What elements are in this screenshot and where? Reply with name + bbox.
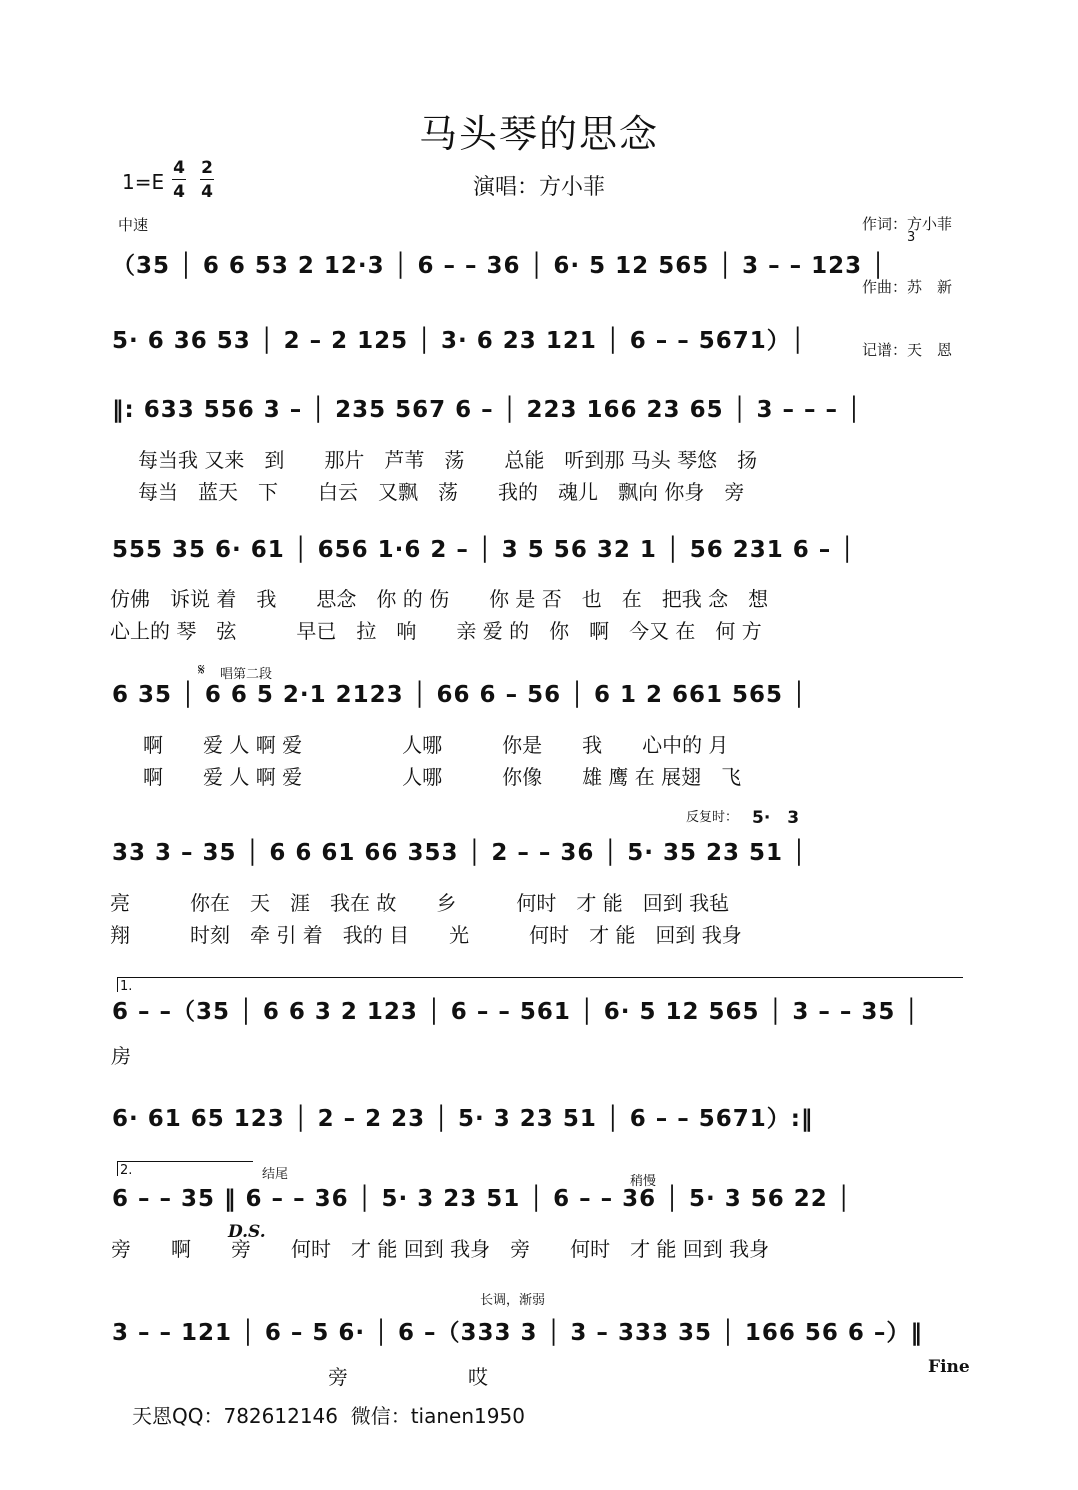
time-sig-1-denominator: 4 (173, 182, 185, 202)
notation-line-2: 5· 6 36 53 │ 2 – 2 125 │ 3· 6 23 121 │ 6 – – 5671）│ (112, 328, 806, 354)
lyrics-line-6-verse-1: 亮 你在 天 涯 我在 故 乡 何时 才 能 回到 我毡 (110, 891, 730, 915)
repeat-note-value: 5· 3 (752, 808, 800, 828)
triplet-mark: 3 (907, 230, 916, 245)
notation-line-6: 33 3 – 35 │ 6 6 61 66 353 │ 2 – – 36 │ 5· 35 23 51 │ (112, 840, 807, 866)
notation-line-10: 3 – – 121 │ 6 – 5 6· │ 6 –（333 3 │ 3 – 333 35 │ 166 56 6 –）‖ (112, 1320, 923, 1346)
lyrics-line-10: 旁 哎 (328, 1365, 488, 1389)
lyrics-line-4-verse-2: 心上的 琴 弦 早已 拉 响 亲 爱 的 你 啊 今又 在 何 方 (110, 619, 762, 643)
notation-line-5: 6 35 │ 6 6 5 2·1 2123 │ 66 6 – 56 │ 6 1 2 661 565 │ (112, 682, 807, 708)
volta-2-label: 2. (120, 1163, 133, 1178)
volta-2-bracket (117, 1161, 253, 1176)
lyrics-line-4-verse-1: 仿佛 诉说 着 我 思念 你 的 伤 你 是 否 也 在 把我 念 想 (110, 587, 769, 611)
singer-credit: 演唱：方小菲 (472, 175, 605, 200)
time-sig-2-numerator: 2 (201, 158, 213, 178)
tempo-slower-mark: 稍慢 (630, 1174, 657, 1189)
score-title: 马头琴的思念 (418, 112, 659, 156)
segno-sign: 𝄋 (198, 660, 205, 679)
notation-line-8: 6· 61 65 123 │ 2 – 2 23 │ 5· 3 23 51 │ 6 – – 5671）:‖ (112, 1106, 814, 1132)
notation-line-3: ‖: 633 556 3 – │ 235 567 6 – │ 223 166 23 65 │ 3 – – – │ (112, 397, 862, 423)
volta-1-label: 1. (120, 979, 133, 994)
lyrics-line-9: 旁 啊 旁 何时 才 能 回到 我身 旁 何时 才 能 回到 我身 (111, 1237, 770, 1261)
time-sig-2-denominator: 4 (201, 182, 213, 202)
lyrics-line-3-verse-2: 每当 蓝天 下 白云 又飘 荡 我的 魂儿 飘向 你身 旁 (138, 480, 745, 504)
lyrics-line-3-verse-1: 每当我 又来 到 那片 芦苇 荡 总能 听到那 马头 琴悠 扬 (138, 448, 758, 472)
ds-mark: D.S. (228, 1222, 266, 1242)
lyrics-line-7: 房 (111, 1044, 131, 1068)
lyrics-line-5-verse-1: 啊 爱 人 啊 爱 人哪 你是 我 心中的 月 (143, 733, 729, 757)
notation-line-4: 555 35 6· 61 │ 656 1·6 2 – │ 3 5 56 32 1 │ 56 231 6 – │ (112, 537, 856, 563)
ds-start-note: 唱第二段 (220, 667, 273, 682)
key-signature: 1=E (122, 170, 165, 194)
notation-line-9: 6 – – 35 ‖ 6 – – 36 │ 5· 3 23 51 │ 6 – – 36 │ 5· 3 56 22 │ (112, 1186, 852, 1212)
lyrics-line-5-verse-2: 啊 爱 人 啊 爱 人哪 你像 雄 鹰 在 展翅 飞 (143, 765, 742, 789)
repeat-note-label: 反复时： (686, 810, 739, 825)
coda-label: 结尾 (262, 1167, 289, 1182)
contact-footer: 天恩QQ：782612146 微信：tianen1950 (132, 1404, 525, 1428)
lyrics-line-6-verse-2: 翔 时刻 牵 引 着 我的 目 光 何时 才 能 回到 我身 (110, 923, 742, 947)
transcriber-credit: 记谱：天 恩 (862, 341, 953, 359)
volta-1-bracket (117, 977, 963, 992)
tempo-marking: 中速 (118, 216, 149, 234)
time-sig-1-numerator: 4 (173, 158, 185, 178)
notation-line-7: 6 – –（35 │ 6 6 3 2 123 │ 6 – – 561 │ 6· 5 12 565 │ 3 – – 35 │ (112, 999, 920, 1025)
composer-credit: 作曲：苏 新 (862, 278, 953, 296)
long-soft-mark: 长调，渐弱 (480, 1293, 546, 1308)
fine-mark: Fine (928, 1357, 970, 1377)
notation-line-1: （35 │ 6 6 53 2 12·3 │ 6 – – 36 │ 6· 5 12 565 │ 3 – – 123 │ (112, 253, 886, 279)
lyricist-credit: 作词：方小菲 (862, 215, 953, 233)
